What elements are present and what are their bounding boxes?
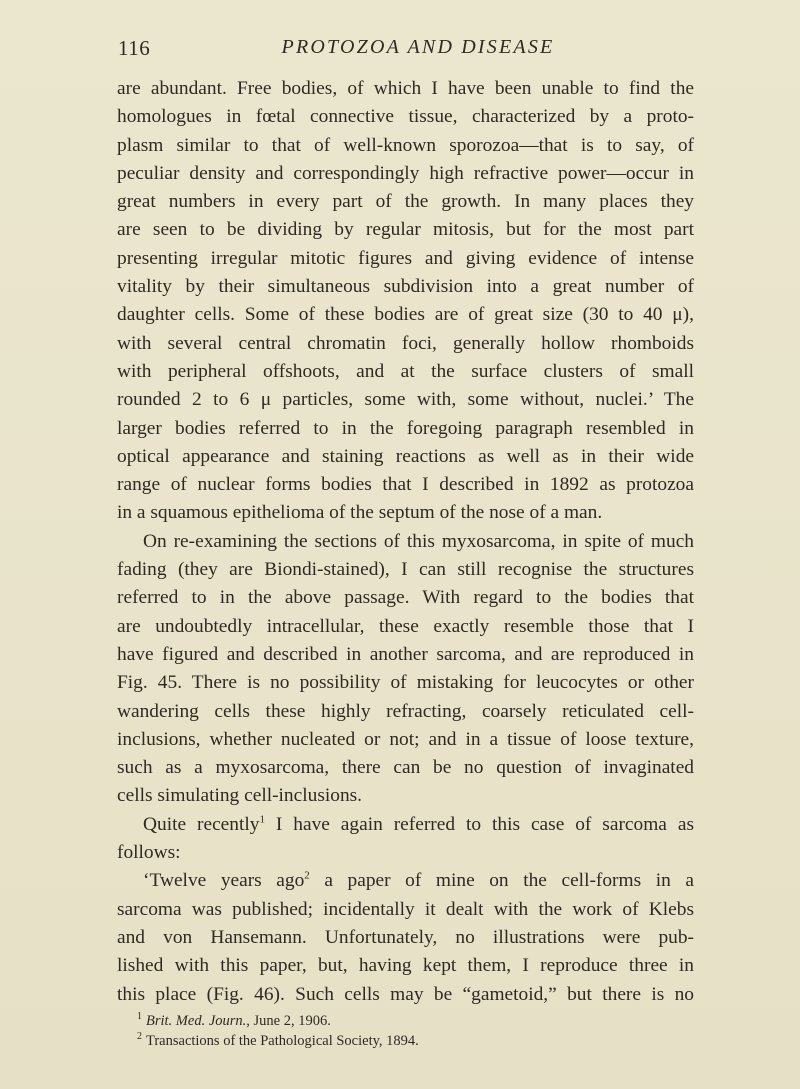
- text-line: have figured and described in another sarcoma, and are reproduced in: [117, 643, 694, 665]
- footnote-ref-1: 1: [259, 813, 265, 826]
- text-line: cells simulating cell-inclusions.: [117, 785, 363, 807]
- footnote-journal: Brit. Med. Journ.: [146, 1013, 247, 1029]
- footnote-2: [117, 1031, 717, 1051]
- text-line: larger bodies referred to in the foregoing paragraph resembled in: [117, 417, 694, 439]
- text-line: Fig. 45. There is no possibility of mistaking for leucocytes or other: [117, 672, 694, 694]
- text-line-with-footnote: [117, 811, 694, 839]
- text-line: are abundant. Free bodies, of which I have been unable to find the: [117, 78, 694, 99]
- text-line: with peripheral offshoots, and at the surface clusters of small: [117, 360, 694, 382]
- line-start: ‘Twelve years ago: [143, 870, 305, 892]
- body-text: [117, 75, 694, 1009]
- text-line: are undoubtedly intracellular, these exactly resemble those that I: [117, 615, 694, 637]
- text-line: and von Hansemann. Unfortunately, no illustrations were pub-: [117, 926, 694, 948]
- text-line: such as a myxosarcoma, there can be no question of invaginated: [117, 757, 694, 779]
- text-line: homologues in fœtal connective tissue, characterized by a proto-: [117, 106, 694, 128]
- text-line: range of nuclear forms bodies that I described in 1892 as protozoa: [117, 474, 694, 496]
- text-line: with several central chromatin foci, generally hollow rhomboids: [117, 332, 694, 354]
- text-line: On re-examining the sections of this myxosarcoma, in spite of much: [143, 530, 694, 552]
- line-start: Quite recently: [143, 813, 260, 835]
- line-end: a paper of mine on the cell-forms in a: [309, 870, 694, 892]
- line-end: I have again referred to this case of sarcoma as: [264, 813, 694, 835]
- text-line: great numbers in every part of the growth. In many places they: [117, 191, 694, 213]
- text-line: in a squamous epithelioma of the septum of the nose of a man.: [117, 502, 603, 524]
- text-line: lished with this paper, but, having kept them, I reproduce three in: [117, 955, 694, 977]
- text-line: peculiar density and correspondingly high refractive power—occur in: [117, 162, 694, 184]
- footnote-text: Transactions of the Pathological Society, 1894.: [146, 1033, 419, 1049]
- text-line: vitality by their simultaneous subdivision into a great number of: [117, 276, 694, 298]
- text-line-with-footnote: [117, 867, 694, 895]
- text-line: are seen to be dividing by regular mitosis, but for the most part: [117, 219, 694, 241]
- footnote-ref-2: 2: [304, 869, 310, 882]
- text-line: sarcoma was published; incidentally it dealt with the work of Klebs: [117, 898, 694, 920]
- footnotes: [117, 1011, 717, 1051]
- text-line: inclusions, whether nucleated or not; and in a tissue of loose texture,: [117, 728, 694, 750]
- footnote-mark: 2: [137, 1031, 142, 1043]
- text-line: follows:: [117, 842, 181, 864]
- text-line: rounded 2 to 6 μ particles, some with, some without, nuclei.’ The: [117, 389, 694, 411]
- text-line: daughter cells. Some of these bodies are of great size (30 to 40 μ),: [117, 304, 694, 326]
- text-line: optical appearance and staining reactions as well as in their wide: [117, 445, 694, 467]
- footnote-text: , June 2, 1906.: [246, 1013, 331, 1029]
- text-line: plasm similar to that of well-known sporozoa—that is to say, of: [117, 134, 694, 156]
- text-line: presenting irregular mitotic figures and giving evidence of intense: [117, 247, 694, 269]
- footnote-mark: 1: [137, 1011, 142, 1023]
- page-number: 116: [118, 36, 151, 60]
- footnote-1: [117, 1011, 717, 1031]
- text-line: fading (they are Biondi-stained), I can still recognise the structures: [117, 559, 694, 581]
- text-line: referred to in the above passage. With regard to the bodies that: [117, 587, 694, 609]
- running-title: PROTOZOA AND DISEASE: [281, 36, 555, 58]
- text-line: this place (Fig. 46). Such cells may be “gametoid,” but there is no: [117, 983, 694, 1005]
- page-header: [118, 36, 718, 66]
- text-line: wandering cells these highly refracting, coarsely reticulated cell-: [117, 700, 694, 722]
